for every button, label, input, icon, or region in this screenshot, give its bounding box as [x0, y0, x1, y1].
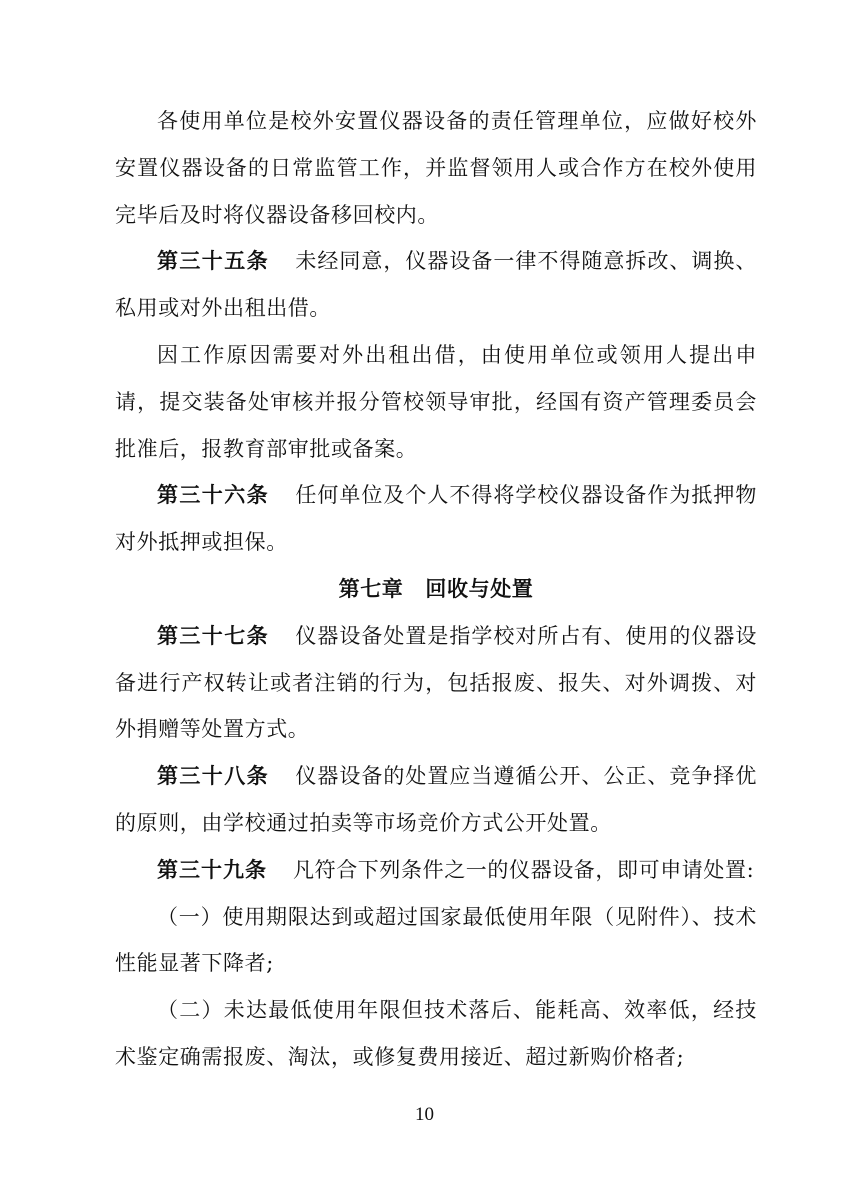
- article-35: [115, 238, 757, 332]
- article-number: 第三十五条: [157, 249, 269, 274]
- paragraph-1: [115, 98, 757, 238]
- paragraph-text: 各使用单位是校外安置仪器设备的责任管理单位，应做好校外安置仪器设备的日常监管工作，并监督领用人或合作方在校外使用完毕后及时将仪器设备移回校内。: [115, 109, 757, 227]
- article-36: [115, 472, 757, 566]
- article-text: 凡符合下列条件之一的仪器设备，即可申请处置:: [293, 857, 755, 882]
- list-item-text: （二）未达最低使用年限但技术落后、能耗高、效率低，经技术鉴定确需报废、淘汰，或修复费用接近、超过新购价格者;: [115, 998, 757, 1069]
- article-text: 仪器设备的处置应当遵循公开、公正、竞争择优的原则，由学校通过拍卖等市场竞价方式公开处置。: [115, 764, 757, 835]
- page-number: 10: [415, 1104, 434, 1125]
- article-text: 任何单位及个人不得将学校仪器设备作为抵押物对外抵押或担保。: [115, 483, 757, 555]
- paragraph-text: 因工作原因需要对外出租出借，由使用单位或领用人提出申请，提交装备处审核并报分管校领导审批，经国有资产管理委员会批准后，报教育部审批或备案。: [115, 342, 757, 461]
- article-text: 仪器设备处置是指学校对所占有、使用的仪器设备进行产权转让或者注销的行为，包括报废、报失、对外调拨、对外捐赠等处置方式。: [115, 623, 757, 742]
- article-number: 第三十七条: [157, 623, 269, 648]
- list-item-text: （一）使用期限达到或超过国家最低使用年限（见附件）、技术性能显著下降者;: [115, 904, 757, 976]
- article-number: 第三十八条: [157, 764, 269, 789]
- list-item-2: [115, 987, 757, 1081]
- article-text: 未经同意，仪器设备一律不得随意拆改、调换、私用或对外出租出借。: [115, 249, 757, 321]
- chapter-heading: [115, 566, 757, 613]
- article-37: [115, 613, 757, 753]
- article-number: 第三十九条: [157, 857, 267, 882]
- list-item-1: [115, 894, 757, 988]
- chapter-title: 回收与处置: [425, 576, 534, 601]
- article-38: [115, 753, 757, 847]
- article-number: 第三十六条: [157, 483, 269, 508]
- paragraph-3: [115, 332, 757, 472]
- chapter-number: 第七章: [338, 576, 404, 601]
- document-body: [115, 98, 757, 1081]
- article-39: [115, 847, 757, 894]
